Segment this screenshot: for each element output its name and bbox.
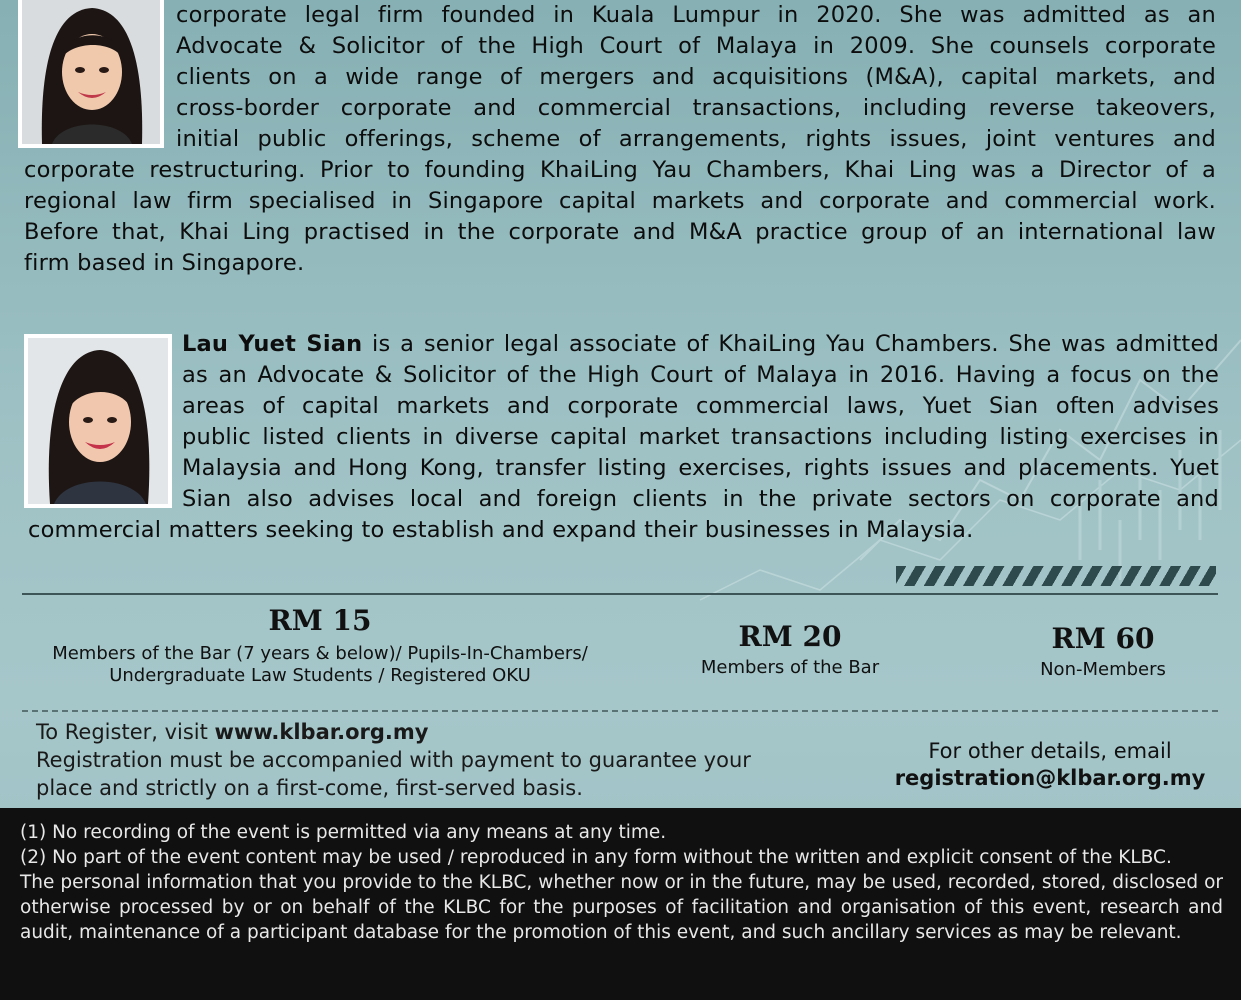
bio-line: commercial matters seeking to establish and expand their businesses in Malaysia. bbox=[28, 517, 974, 543]
bio-line: clients on a wide range of mergers and acquisitions (M&A), capital markets, and bbox=[176, 64, 1216, 90]
bio-line: areas of capital markets and corporate commercial laws, Yuet Sian often advises bbox=[182, 393, 1219, 419]
pricing-divider bbox=[22, 593, 1218, 595]
bio-line: regional law firm specialised in Singapore capital markets and corporate and commercial work. bbox=[24, 188, 1216, 214]
decorative-stripes bbox=[896, 566, 1216, 586]
bio-line: public listed clients in diverse capital market transactions including listing exercises in bbox=[182, 424, 1219, 450]
registration-divider bbox=[22, 710, 1218, 712]
footer-disclaimer bbox=[0, 808, 1241, 1000]
registration-note: place and strictly on a first-come, first-served basis. bbox=[36, 776, 583, 800]
disclaimer-1: (1) No recording of the event is permitted via any means at any time. bbox=[20, 822, 667, 843]
disclaimer-2: (2) No part of the event content may be used / reproduced in any form without the written and explicit consent of the KLBC. bbox=[20, 847, 1172, 868]
privacy-notice: The personal information that you provide to the KLBC, whether now or in the future, may be used, recorded, stored, disclosed or otherwise processed by or on behalf of the KLBC for the purposes of facilitation and organisation of this event, research and audit, maintenance of a participant database for the promotion of this event, and such ancillary services as may be relevant. bbox=[20, 872, 1223, 943]
registration-info bbox=[36, 718, 751, 802]
bio-line: Before that, Khai Ling practised in the corporate and M&A practice group of an international law bbox=[24, 219, 1216, 245]
contact-email-link[interactable]: registration@klbar.org.my bbox=[894, 766, 1206, 790]
bio-line: corporate legal firm founded in Kuala Lumpur in 2020. She was admitted as an bbox=[176, 2, 1216, 28]
price-desc: Members of the Bar (7 years & below)/ Pupils-In-Chambers/ bbox=[52, 643, 588, 664]
bio-line: cross-border corporate and commercial transactions, including reverse takeovers, bbox=[176, 95, 1216, 121]
speaker1-bio-cont bbox=[24, 155, 1216, 279]
registration-note: Registration must be accompanied with payment to guarantee your bbox=[36, 748, 751, 772]
registration-prefix: To Register, visit bbox=[36, 720, 215, 744]
price-tier-1 bbox=[30, 604, 610, 687]
bio-line: initial public offerings, scheme of arrangements, rights issues, joint ventures and bbox=[176, 126, 1216, 152]
registration-line bbox=[36, 718, 751, 746]
bio-line: Sian also advises local and foreign clients in the private sectors on corporate and bbox=[182, 486, 1219, 512]
bio-line: corporate restructuring. Prior to founding KhaiLing Yau Chambers, Khai Ling was a Director of a bbox=[24, 157, 1216, 183]
price-amount: RM 60 bbox=[1051, 622, 1155, 655]
bio-line: as an Advocate & Solicitor of the High Court of Malaya in 2016. Having a focus on the bbox=[182, 362, 1219, 388]
speaker2-name: Lau Yuet Sian bbox=[182, 331, 363, 357]
contact-label: For other details, email bbox=[928, 739, 1172, 763]
speaker2-bio bbox=[182, 329, 1219, 515]
price-tier-2 bbox=[670, 620, 910, 679]
price-amount: RM 20 bbox=[738, 620, 842, 653]
speaker1-photo bbox=[18, 0, 164, 148]
bio-line: Malaysia and Hong Kong, transfer listing exercises, rights issues and placements. Yuet bbox=[182, 455, 1219, 481]
price-desc: Undergraduate Law Students / Registered OKU bbox=[109, 665, 531, 686]
registration-link[interactable]: www.klbar.org.my bbox=[214, 720, 429, 744]
price-desc: Members of the Bar bbox=[700, 657, 880, 678]
bio-line bbox=[182, 329, 1219, 360]
price-tier-3 bbox=[990, 622, 1216, 681]
portrait-icon bbox=[22, 0, 160, 144]
bio-line: Advocate & Solicitor of the High Court of Malaya in 2009. She counsels corporate bbox=[176, 33, 1216, 59]
portrait-icon bbox=[28, 338, 168, 504]
speaker2-photo bbox=[24, 334, 172, 508]
speaker1-bio bbox=[176, 0, 1216, 155]
bio-line: firm based in Singapore. bbox=[24, 250, 305, 276]
bio-text: is a senior legal associate of KhaiLing Yau Chambers. She was admitted bbox=[362, 331, 1219, 357]
contact-info bbox=[880, 738, 1220, 792]
price-desc: Non-Members bbox=[1040, 659, 1166, 680]
speaker2-bio-cont bbox=[28, 515, 1218, 546]
price-amount: RM 15 bbox=[268, 604, 372, 637]
